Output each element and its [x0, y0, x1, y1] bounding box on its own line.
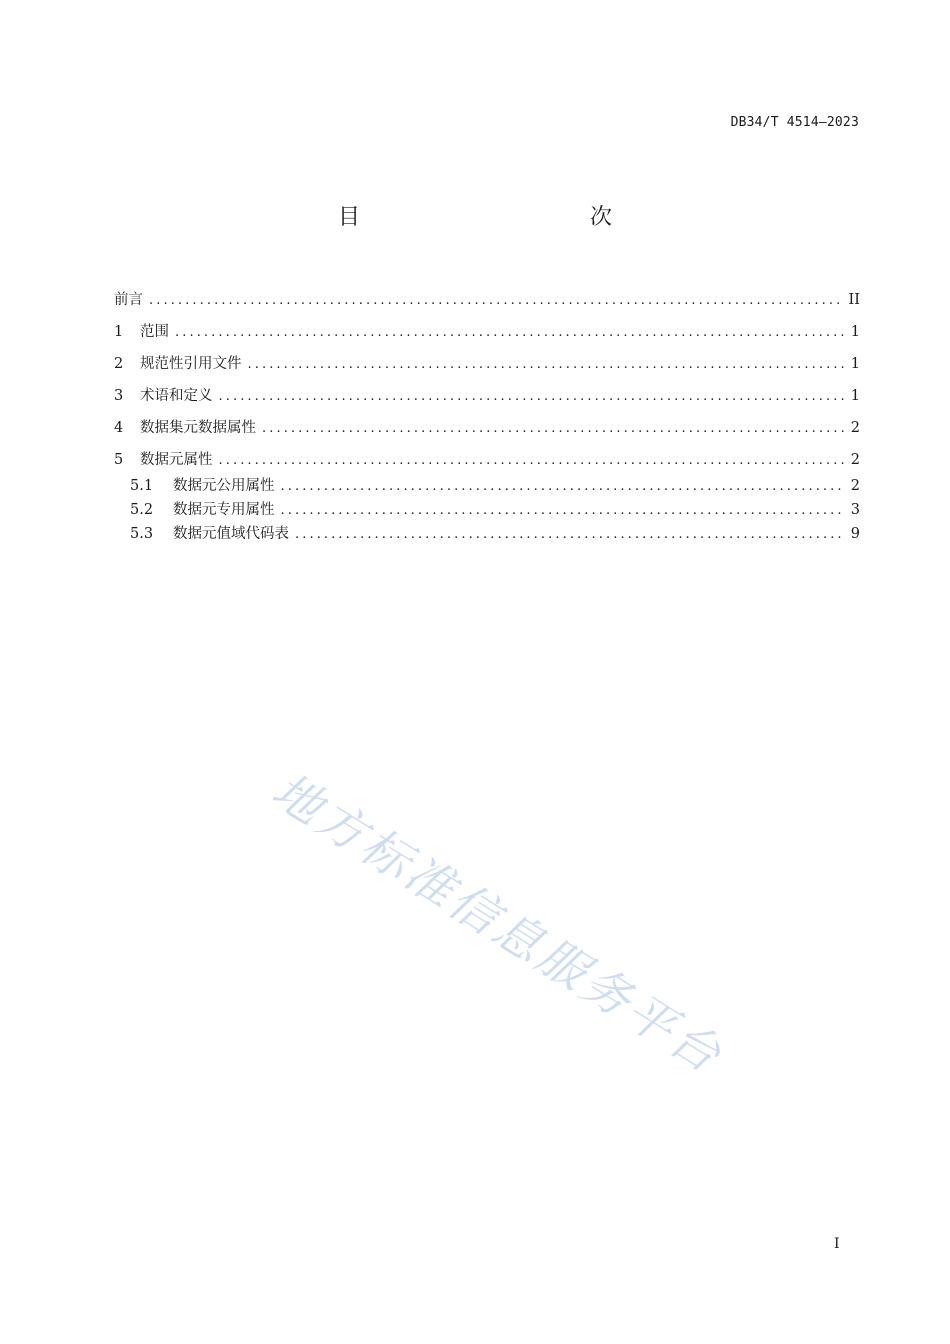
toc-entry-page: 1 — [850, 356, 860, 372]
toc-leader-dots — [295, 527, 845, 542]
toc-entry-number: 5.3 — [130, 526, 154, 542]
toc-entry-number: 4 — [114, 420, 124, 436]
toc-entry-number: 5.2 — [130, 502, 154, 518]
toc-leader-dots — [281, 503, 845, 518]
watermark: 地方标准信息服务平台 — [262, 762, 733, 1086]
toc-entry-page: 2 — [850, 452, 860, 468]
toc-entry-scope[interactable] — [114, 320, 860, 342]
toc-entry-label: 范围 — [140, 324, 169, 340]
toc-entry-number: 5.1 — [130, 478, 154, 494]
toc-entry-page: 1 — [850, 388, 860, 404]
toc-entry-label: 数据集元数据属性 — [140, 420, 256, 436]
toc-entry-number: 3 — [114, 388, 124, 404]
toc-entry-foreword[interactable] — [114, 288, 860, 310]
toc-entry-special-attributes[interactable] — [114, 498, 860, 520]
toc-entry-label: 术语和定义 — [140, 388, 213, 404]
toc-leader-dots — [281, 479, 845, 494]
toc-entry-number: 5 — [114, 452, 124, 468]
toc-leader-dots — [262, 421, 845, 436]
toc-entry-label: 数据元公用属性 — [173, 478, 275, 494]
page-number: I — [834, 1236, 840, 1252]
toc-entry-number: 1 — [114, 324, 124, 340]
toc-entry-label: 数据元专用属性 — [173, 502, 275, 518]
toc-entry-number: 2 — [114, 356, 124, 372]
toc-entry-page: 9 — [850, 526, 860, 542]
toc-entry-code-table[interactable] — [114, 522, 860, 544]
toc-leader-dots — [149, 293, 843, 308]
toc-leader-dots — [219, 389, 845, 404]
toc-entry-page: 2 — [850, 420, 860, 436]
toc-entry-label: 数据元属性 — [140, 452, 213, 468]
toc-entry-page: 2 — [850, 478, 860, 494]
toc-leader-dots — [175, 325, 845, 340]
toc-entry-terms[interactable] — [114, 384, 860, 406]
toc-entry-label: 前言 — [114, 292, 143, 308]
toc-entry-page: 3 — [850, 502, 860, 518]
document-code: DB34/T 4514—2023 — [730, 115, 859, 130]
toc-entry-dataset-metadata[interactable] — [114, 416, 860, 438]
toc-entry-label: 数据元值域代码表 — [173, 526, 289, 542]
toc-leader-dots — [219, 453, 845, 468]
toc-entry-label: 规范性引用文件 — [140, 356, 242, 372]
toc-entry-public-attributes[interactable] — [114, 474, 860, 496]
toc-leader-dots — [248, 357, 845, 372]
toc-entry-data-element[interactable] — [114, 448, 860, 470]
toc-title: 目 次 — [337, 205, 674, 230]
toc-entry-page: II — [848, 292, 860, 308]
toc-entry-normative-references[interactable] — [114, 352, 860, 374]
table-of-contents — [114, 288, 860, 546]
toc-entry-page: 1 — [850, 324, 860, 340]
